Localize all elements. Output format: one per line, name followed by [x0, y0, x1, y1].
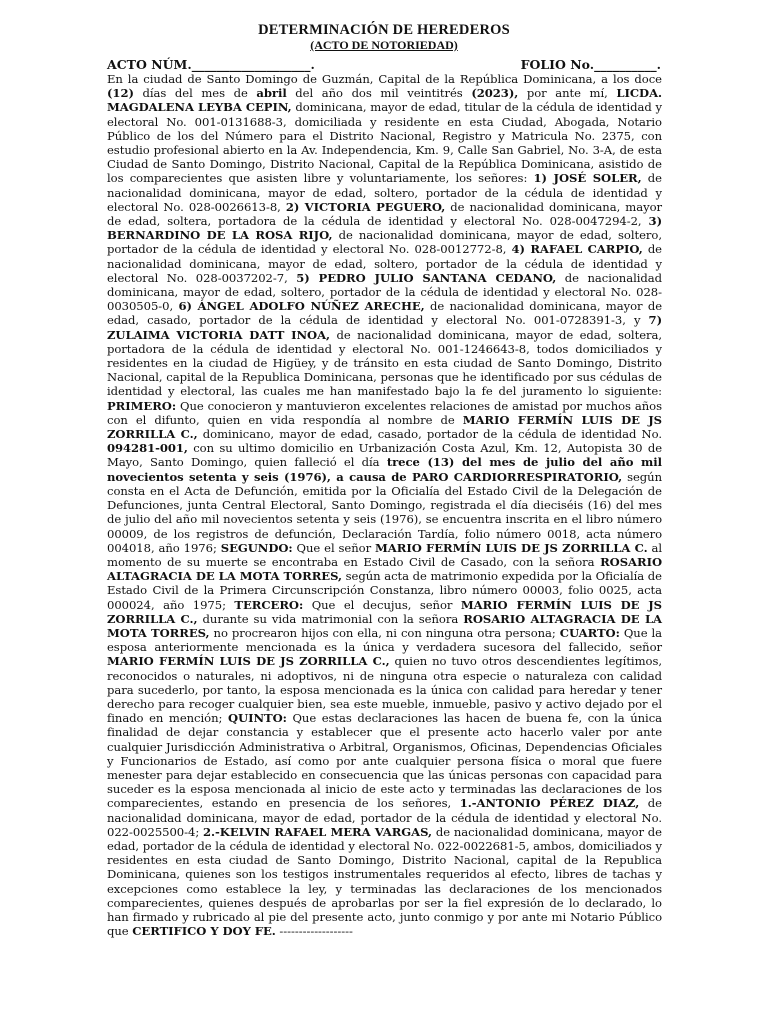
text-segment: del año dos mil veintitrés: [286, 86, 472, 101]
text-segment: de nacionalidad dominicana, mayor de edad, soltero, portador de la cédula de identidad y electoral No. 028-0037202-7,: [107, 242, 662, 285]
text-segment: según consta en el Acta de Defunción, emitida por la Oficialía del Estado Civil de la Delegación de Defunciones, junta Central Electoral, Santo Domingo, registrada el día dieciséis (16) del mes de julio del año mil novecientos setenta y seis (1976), se encuentra inscrita en el libro número 00009, de los registros de defunción, Declaración Tardía, folio número 0018, acta número 004018, año 1976;: [107, 469, 662, 555]
bold-text-segment: 5) PEDRO JULIO SANTANA CEDANO,: [296, 270, 557, 285]
text-segment: quien no tuvo otros descendientes legítimos, reconocidos o naturales, ni adoptivos, ni de ninguna otra especie o naturaleza con calidad para sucederlo, por tanto, la esposa mencionada es la única con calidad para heredar y tener derecho para recoger cualquier bien, sea este mueble, inmueble, pasivo y activo dejado por el finado en mención;: [107, 654, 662, 726]
bold-text-segment: CUARTO:: [559, 625, 620, 640]
text-segment: por ante mí,: [518, 86, 617, 101]
text-segment: dominicano, mayor de edad, casado, portador de la cédula de identidad No.: [197, 427, 662, 442]
bold-text-segment: ROSARIO ALTAGRACIA DE LA MOTA TORRES,: [107, 554, 662, 584]
document-subtitle: (ACTO DE NOTORIEDAD): [310, 38, 458, 52]
text-segment: -------------------: [275, 924, 353, 939]
text-segment: de nacionalidad dominicana, mayor de edad, soltera, portadora de la cédula de identidad y electoral No. 001-1246643-8, todos domiciliados y residentes en la ciudad de Higüey, y de tránsito en esta ciudad de Santo Domingo, Distrito Nacional, capital de la Republica Dominicana, personas que he identificado por sus cédulas de identidad y electoral, las cuales me han manifestado bajo la fe del juramento lo siguiente:: [107, 327, 662, 399]
folio-number-field: FOLIO No.__________.: [520, 57, 661, 72]
bold-text-segment: (2023),: [471, 86, 519, 101]
text-segment: dominicana, mayor de edad, titular de la cédula de identidad y electoral No. 001-0131688-3, domiciliada y residente en esta Ciudad, Abogada, Notario Público de los del Número para el Distrito Nacional, Registro y Matricula No. 2375, con estudio profesional abierto en la Av. Independencia, Km. 9, Calle San Gabriel, No. 3-A, de esta Ciudad de Santo Domingo, Distrito Nacional, Capital de la República Dominicana, asistido de los comparecientes que asisten libre y voluntariamente, los señores:: [107, 100, 662, 186]
text-segment: al momento de su muerte se encontraba en Estado Civil de Casado, con la señora: [107, 540, 663, 569]
bold-text-segment: 4) RAFAEL CARPIO,: [511, 242, 643, 257]
bold-text-segment: (12): [107, 86, 134, 101]
bold-text-segment: MARIO FERMÍN LUIS DE JS ZORRILLA C.,: [107, 654, 390, 669]
bold-text-segment: CERTIFICO Y DOY FE.: [132, 924, 276, 939]
text-segment: Que la esposa anteriormente mencionada es la única y verdadera sucesora del fallecido, señor: [107, 625, 663, 655]
text-segment: En la ciudad de Santo Domingo de Guzmán, Capital de la República Dominicana, a los doce: [107, 72, 662, 86]
text-segment: de nacionalidad dominicana, mayor de edad, casado, portador de la cédula de identidad y electoral No. 001-0728391-3, y: [107, 299, 663, 328]
bold-text-segment: 2) VICTORIA PEGUERO,: [285, 199, 446, 214]
document-title: DETERMINACIÓN DE HEREDEROS: [258, 22, 510, 38]
text-segment: Que el señor: [292, 540, 376, 555]
text-segment: de nacionalidad dominicana, mayor de edad, portador de la cédula de identidad y electoral No. 022-0022681-5, ambos, domiciliados y residentes en esta ciudad de Santo Domingo, Distrito Nacional, capital de la Republica Dominicana, quienes son los testigos instrumentales requeridos al efecto, libres de tachas y excepciones como establece la ley, y terminadas las declaraciones de los mencionados comparecientes, quienes después de aprobarlas por ser la fiel expresión de lo declarado, lo han firmado y rubricado al pie del presente acto, junto conmigo y por ante mi Notario Público que: [107, 824, 662, 939]
text-segment: de nacionalidad dominicana, mayor de edad, soltera, portadora de la cédula de identidad y electoral No. 028-0047294-2,: [107, 199, 662, 229]
bold-text-segment: SEGUNDO:: [220, 540, 293, 555]
bold-text-segment: ROSARIO ALTAGRACIA DE LA MOTA TORRES,: [107, 611, 663, 640]
document-body: [107, 72, 662, 938]
text-segment: Que el decujus, señor: [303, 597, 461, 612]
text-segment: Que estas declaraciones las hacen de buena fe, con la única finalidad de dejar constancia y establecer que el presente acto hacerlo valer por ante cualquier Jurisdicción Administrativa o Arbitral, Organismos, Oficinas, Dependencias Oficiales y Funcionarios de Estado, así como por ante cualquier persona física o moral que fuere menester para dejar establecido en consecuencia que las únicas personas con capacidad para suceder es la esposa mencionada al inicio de este acto y terminadas las declaraciones de los comparecientes, estando en presencia de los señores,: [107, 711, 663, 811]
bold-text-segment: trece (13) del mes de julio del año mil novecientos setenta y seis (1976), a causa de PARO CARDIORRESPIRATORIO,: [107, 455, 662, 484]
text-segment: de nacionalidad dominicana, mayor de edad, portador de la cédula de identidad y electoral No. 022-0025500-4;: [107, 796, 662, 839]
text-segment: Que conocieron y mantuvieron excelentes relaciones de amistad por muchos años con el difunto, quien en vida respondía al nombre de: [107, 398, 662, 427]
bold-text-segment: 6) ÁNGEL ADOLFO NÚÑEZ ARECHE,: [178, 299, 425, 314]
text-segment: durante su vida matrimonial con la señora: [197, 611, 464, 626]
bold-text-segment: TERCERO:: [234, 597, 304, 612]
text-segment: de nacionalidad dominicana, mayor de edad, soltero, portador de la cédula de identidad y electoral No. 028-0030505-0,: [107, 270, 662, 314]
text-segment: de nacionalidad dominicana, mayor de edad, soltero, portador de la cédula de identidad y electoral No. 028-0012772-8,: [107, 228, 662, 257]
text-segment: no procrearon hijos con ella, ni con ninguna otra persona;: [209, 625, 560, 640]
text-segment: días del mes de: [133, 86, 257, 101]
bold-text-segment: 094281-001,: [107, 441, 188, 456]
text-segment: con su ultimo domicilio en Urbanización Costa Azul, Km. 12, Autopista 30 de Mayo, Santo Domingo, quien falleció el día: [107, 441, 662, 470]
bold-text-segment: 7) ZULAIMA VICTORIA DATT INOA,: [107, 313, 662, 342]
bold-text-segment: 2.-KELVIN RAFAEL MERA VARGAS,: [203, 824, 432, 839]
bold-text-segment: LICDA. MAGDALENA LEYBA CEPIN,: [107, 86, 662, 115]
bold-text-segment: 1) JOSÉ SOLER,: [533, 171, 642, 186]
text-segment: según acta de matrimonio expedida por la Oficialía de Estado Civil de la Primera Circunscripción Constanza, libro número 00003, folio 0025, acta 000024, año 1975;: [107, 569, 662, 612]
bold-text-segment: MARIO FERMÍN LUIS DE JS ZORRILLA C.,: [107, 597, 662, 626]
bold-text-segment: PRIMERO:: [107, 398, 177, 413]
bold-text-segment: QUINTO:: [227, 711, 287, 726]
text-segment: de nacionalidad dominicana, mayor de edad, soltero, portador de la cédula de identidad y electoral No. 028-0026613-8,: [107, 171, 662, 214]
bold-text-segment: MARIO FERMÍN LUIS DE JS ZORRILLA C.: [375, 540, 648, 555]
bold-text-segment: abril: [256, 86, 287, 101]
bold-text-segment: 1.-ANTONIO PÉREZ DIAZ,: [459, 796, 640, 811]
bold-text-segment: MARIO FERMÍN LUIS DE JS ZORRILLA C.,: [107, 412, 663, 442]
bold-text-segment: 3) BERNARDINO DE LA ROSA RIJO,: [107, 214, 662, 243]
acto-number-field: ACTO NÚM.___________________.: [107, 57, 315, 72]
